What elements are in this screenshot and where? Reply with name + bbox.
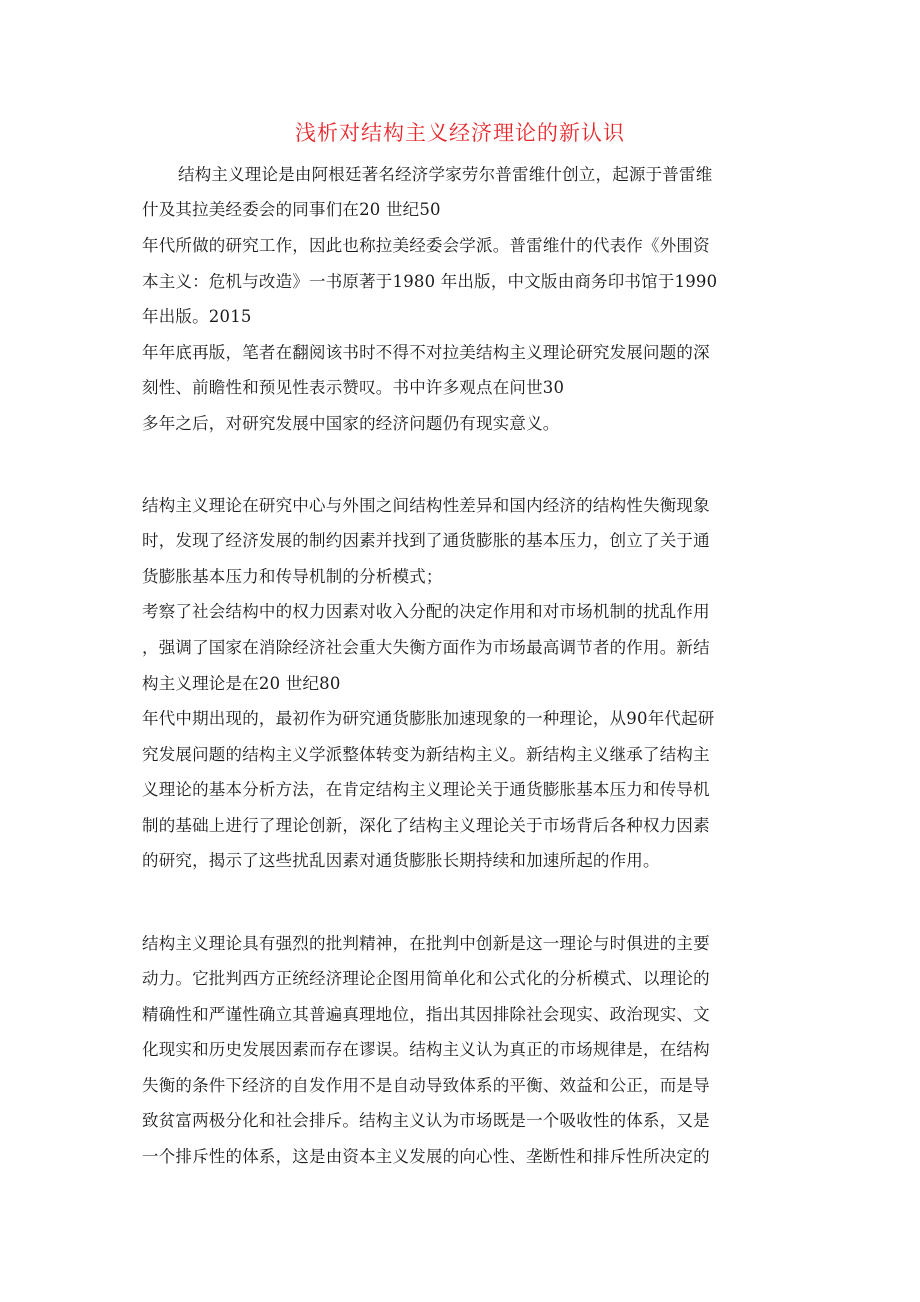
text-line: 考察了社会结构中的权力因素对收入分配的决定作用和对市场机制的扰乱作用 (142, 602, 710, 621)
text-line: 什及其拉美经委会的同事们在20 世纪50 (142, 200, 441, 219)
text-line: 刻性、前瞻性和预见性表示赞叹。书中许多观点在问世30 (142, 378, 565, 397)
text-line: 构主义理论是在20 世纪80 (142, 674, 341, 693)
text-line: 化现实和历史发展因素而存在谬误。结构主义认为真正的市场规律是，在结构 (142, 1040, 710, 1059)
text-line: 结构主义理论在研究中心与外围之间结构性差异和国内经济的结构性失衡现象 (142, 496, 710, 515)
text-line: 究发展问题的结构主义学派整体转变为新结构主义。新结构主义继承了结构主 (142, 745, 710, 764)
text-line: 年出版。2015 (142, 307, 252, 326)
text-line: 年代所做的研究工作，因此也称拉美经委会学派。普雷维什的代表作《外围资 (142, 236, 710, 255)
text-line: 本主义：危机与改造》一书原著于1980 年出版，中文版由商务印书馆于1990 (142, 272, 718, 291)
text-line: 年年底再版，笔者在翻阅该书时不得不对拉美结构主义理论研究发展问题的深 (142, 343, 710, 362)
text-line: 年代中期出现的，最初作为研究通货膨胀加速现象的一种理论，从90年代起研 (142, 709, 715, 728)
text-line: 的研究，揭示了这些扰乱因素对通货膨胀长期持续和加速所起的作用。 (142, 851, 660, 870)
text-line: 结构主义理论具有强烈的批判精神，在批判中创新是这一理论与时俱进的主要 (142, 934, 710, 953)
text-line: 货膨胀基本压力和传导机制的分析模式； (142, 567, 443, 586)
text-line: 制的基础上进行了理论创新，深化了结构主义理论关于市场背后各种权力因素 (142, 816, 710, 835)
text-line: 失衡的条件下经济的自发作用不是自动导致体系的平衡、效益和公正，而是导 (142, 1076, 710, 1095)
text-line: 一个排斥性的体系，这是由资本主义发展的向心性、垄断性和排斥性所决定的 (142, 1147, 710, 1166)
text-line: ，强调了国家在消除经济社会重大失衡方面作为市场最高调节者的作用。新结 (142, 638, 710, 657)
text-line: 动力。它批判西方正统经济理论企图用简单化和公式化的分析模式、以理论的 (142, 969, 710, 988)
text-line: 时，发现了经济发展的制约因素并找到了通货膨胀的基本压力，创立了关于通 (142, 531, 710, 550)
document-title: 浅析对结构主义经济理论的新认识 (295, 121, 625, 145)
text-line: 义理论的基本分析方法，在肯定结构主义理论关于通货膨胀基本压力和传导机 (142, 780, 710, 799)
text-line: 致贫富两极分化和社会排斥。结构主义认为市场既是一个吸收性的体系，又是 (142, 1111, 710, 1130)
text-line: 精确性和严谨性确立其普遍真理地位，指出其因排除社会现实、政治现实、文 (142, 1005, 710, 1024)
text-line: 多年之后，对研究发展中国家的经济问题仍有现实意义。 (142, 414, 560, 433)
text-line: 结构主义理论是由阿根廷著名经济学家劳尔普雷维什创立，起源于普雷维 (178, 165, 713, 184)
